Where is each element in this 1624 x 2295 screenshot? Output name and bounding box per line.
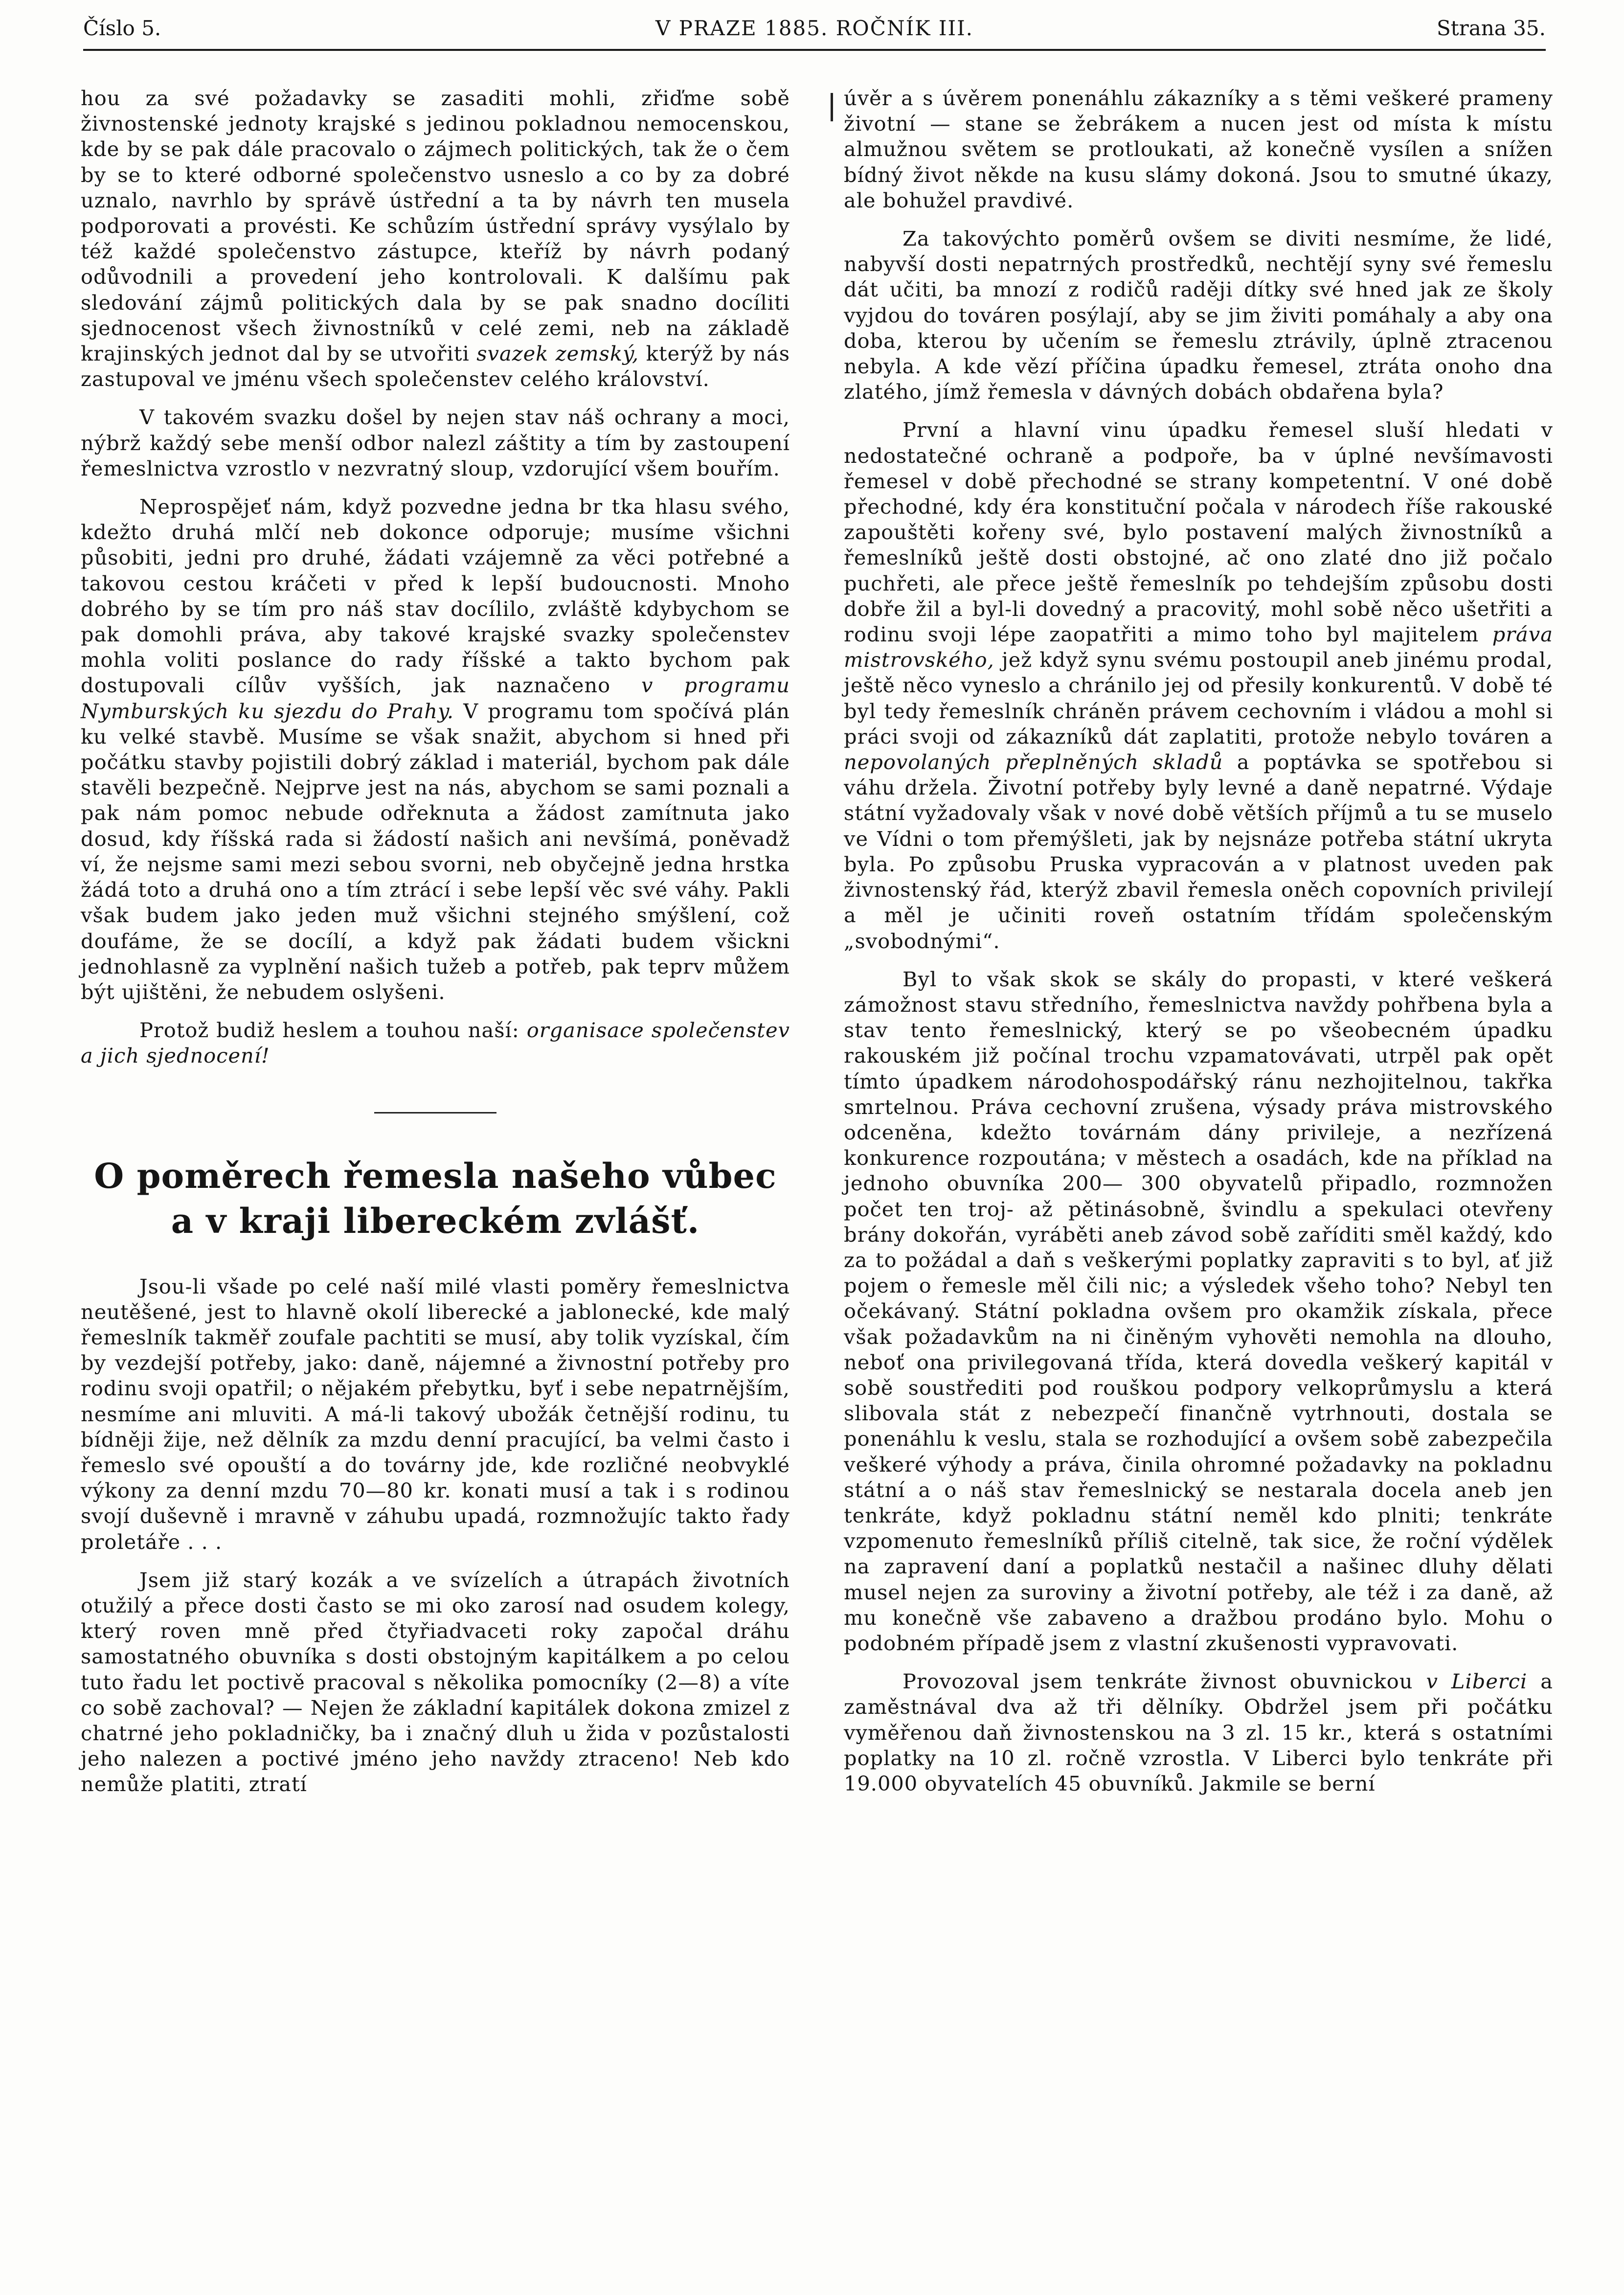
page-header bbox=[83, 14, 1546, 51]
section-rule bbox=[374, 1112, 496, 1113]
paragraph: Provozoval jsem tenkráte živnost obuvnickou v Liberci a zaměstnával dva až tři dělníky. Obdržel jsem při počátku vyměřenou daň živnostenskou na 3 zl. 15 kr., která s ostatními poplatky na 10 zl. ročně vzrostla. V Liberci bylo tenkráte při 19.000 obyvatelích 45 obuvníků. Jakmile se berní bbox=[844, 1669, 1553, 1795]
emphasis: svazek zemský, bbox=[476, 341, 639, 366]
emphasis: v Liberci bbox=[1426, 1669, 1528, 1694]
page-number: Strana 35. bbox=[1436, 16, 1546, 40]
paragraph: Neprospějeť nám, když pozvedne jedna br tka hlasu svého, kdežto druhá mlčí neb dokonce odporuje; musíme všichni působiti, jedni pro druhé, žádati vzájemně za věci potřebné a takovou cestou kráčeti v před k lepší budoucnosti. Mnoho dobrého by se tím pro náš stav docílilo, zvláště kdybychom se pak domohli práva, aby takové krajské svazky společenstev mohla voliti poslance do rady říšské a takto bychom pak dostupovali cílův vyšších, jak naznačeno v programu Nymburských ku sjezdu do Prahy. V programu tom spočívá plán ku velké stavbě. Musíme se však snažit, abychom si hned při počátku stavby pojistili dobrý základ i materiál, bychom pak dále stavěli bezpečně. Nejprve jest na nás, abychom se sami poznali a pak nám pomoc nebude odřeknuta a žádost zamítnuta jako dosud, kdy říšská rada si žádostí našich ani nevšímá, poněvadž ví, že nejsme sami mezi sebou svorni, neb obyčejně jedna hrstka žádá toto a druhá ono a tím ztrácí i sebe lepší věc své váhy. Pakli však budem jako jeden muž všichni stejného smýšlení, což doufáme, že se docílí, a když pak žádati budem všickni jednohlasně za vyplnění našich tužeb a potřeb, pak teprv můžem být ujištěni, že nebudem oslyšeni. bbox=[81, 495, 790, 1004]
article-title: O poměrech řemesla našeho vůbec a v kraji libereckém zvlášť. bbox=[94, 1155, 777, 1241]
left-column bbox=[81, 86, 790, 1797]
paragraph: Byl to však skok se skály do propasti, v které veškerá zámožnost stavu středního, řemeslnictva navždy pohřbena byla a stav tento řemeslnický, který se po všeobecném úpadku rakouském již počínal trochu vzpamatovávati, utrpěl pak opět tímto úpadkem národohospodářský ránu nezhojitelnou, takřka smrtelnou. Práva cechovní zrušena, výsady práva mistrovského odceněna, kdežto továrnám dány privileje, a nezřízená konkurence rozpoutána; v městech a osadách, kde na příklad na jednoho obuvníka 200— 300 obyvatelů připadlo, rozmnožen počet ten troj- až pětinásobně, švindlu a spekulaci otevřeny brány dokořán, vyráběti aneb závod sobě zaříditi směl každý, kdo za to požádal a daň s veškerými poplatky zapraviti s to byl, ať již pojem o řemesle měl čili nic; a výsledek všeho toho? Nebyl ten očekávaný. Státní pokladna ovšem pro okamžik získala, přece však požadavkům na ni činěným vyhověti nemohla na dlouho, neboť ona privilegovaná třída, která dovedla veškerý kapitál v sobě soustřediti pod rouškou podpory velkoprůmyslu a která slibovala stát z nebezpečí finančně vytrhnouti, dostala se ponenáhlu k veslu, stala se rozhodující a ovšem sobě zabezpečila veškeré výhody a práva, činila ohromné požadavky na pokladnu státní a o náš stav řemeslnický se nestarala docela aneb jen tenkráte, když pokladnu státní neměl kdo plniti; tenkráte vzpomenuto řemeslníků příliš citelně, tak sice, že roční výdělek na zapravení daní a poplatků nestačil a našinec dluhy dělati musel nejen za suroviny a životní potřeby, ale též i za daně, až mu konečně vše zabaveno a dražbou prodáno bylo. Mohu o podobném případě jsem z vlastní zkušenosti vypravovati. bbox=[844, 967, 1553, 1655]
paragraph: V takovém svazku došel by nejen stav náš ochrany a moci, nýbrž každý sebe menší odbor nalezl záštity a tím by zastoupení řemeslnictva vzrostlo v nezvratný sloup, vzdorující všem bouřím. bbox=[81, 405, 790, 480]
paragraph: Jsou-li všade po celé naší milé vlasti poměry řemeslnictva neutěšené, jest to hlavně okolí liberecké a jablonecké, kde malý řemeslník takměř zoufale pachtiti se musí, aby tolik vyzískal, čím by vezdejší potřeby, jako: daně, nájemné a živnostní potřeby pro rodinu svoji opatřil; o nějakém přebytku, byť i sebe nepatrnějším, nesmíme ani mluviti. A má-li takový ubožák četnější rodinu, tu bídněji žije, než dělník za mzdu denní pracující, ba velmi často i řemeslo své opouští a do továrny jde, kde rozličné neobvyklé výkony za denní mzdu 70—80 kr. konati musí a tak i s rodinou svojí duševně i mravně v záhubu upadá, rozmnožujíc takto řady proletáře . . . bbox=[81, 1274, 790, 1554]
emphasis: organisace společenstev a jich sjednocení! bbox=[81, 1018, 790, 1068]
emphasis: nepovolaných přeplněných skladů bbox=[844, 750, 1223, 774]
place-year-volume: V PRAZE 1885. ROČNÍK III. bbox=[655, 16, 974, 40]
paragraph: hou za své požadavky se zasaditi mohli, zřiďme sobě živnostenské jednoty krajské s jedinou pokladnou nemocenskou, kde by se pak dále pracovalo o zájmech politických, tak že o čem by se to které odborné společenstvo usneslo a co by za dobré uznalo, navrhlo by správě ústřední a ta by návrh ten musela podporovati a provésti. Ke schůzím ústřední správy vysýlalo by též každé společenstvo zástupce, kteříž by návrh podaný odůvodnili a provedení jeho kontrolovali. K dalšímu pak sledování zájmů politických dala by se pak snadno docíliti sjednocenost všech živnostníků v celé zemi, neb na základě krajinských jednot dal by se utvořiti svazek zemský, kterýž by nás zastupoval ve jménu všech společenstev celého království. bbox=[81, 86, 790, 391]
paragraph: Za takovýchto poměrů ovšem se diviti nesmíme, že lidé, nabyvší dosti nepatrných prostředků, nechtějí syny své řemeslu dát učiti, ba mnozí z rodičů raději dítky své hned jak ze školy vyjdou do továren posýlají, aby se jim živiti pomáhaly a aby ona doba, kterou by učením se řemeslu ztrávily, úplně ztracenou nebyla. A kde vězí příčina úpadku řemesel, ztráta onoho dna zlatého, jímž řemesla v dávných dobách obdařena byla? bbox=[844, 227, 1553, 404]
paragraph: úvěr a s úvěrem ponenáhlu zákazníky a s těmi veškeré prameny životní — stane se žebrákem a nucen jest od místa k místu almužnou světem se protloukati, až konečně vysílen a snížen bídný život někde na kusu slámy dokoná. Jsou to smutné úkazy, ale bohužel pravdivé. bbox=[844, 86, 1553, 212]
paragraph: Jsem již starý kozák a ve svízelích a útrapách životních otužilý a přece dosti často se mi oko zarosí nad osudem kolegy, který roven mně před čtyřiadvaceti roky započal dráhu samostatného obuvníka s dosti obstojným kapitálkem a po celou tuto řadu let poctivě pracoval s několika pomocníky (2—8) a víte co sobě zachoval? — Nejen že základní kapitálek dokona zmizel z chatrné jeho pokladničky, ba i značný dluh u žida v pozůstalosti jeho nalezen a poctivé jméno jeho navždy ztraceno! Neb kdo nemůže platiti, ztratí bbox=[81, 1568, 790, 1796]
column-divider bbox=[831, 93, 833, 121]
right-column bbox=[844, 86, 1553, 1796]
emphasis: v programu Nymburských ku sjezdu do Prahy. bbox=[81, 673, 790, 723]
paragraph: První a hlavní vinu úpadku řemesel sluší hledati v nedostatečné ochraně a podpoře, ba v úplné nevšímavosti řemesel v době přechodné se strany kompetentní. V oné době přechodné, kdy éra konstituční počala v národech říše rakouské zapouštěti kořeny své, bylo postavení malých živnostníků a řemeslníků ještě dosti obstojné, ač ono zlaté dno již počalo puchřeti, ale přece ještě řemeslník po tehdejším způsobu dosti dobře žil a byl-li dovedný a pracovitý, mohl sobě něco ušetřiti a rodinu svoji lépe zaopatřiti a mimo toho byl majitelem práva mistrovského, jež když synu svému postoupil aneb jinému prodal, ještě něco vyneslo a chránilo jej od přesily konkurentů. V době té byl tedy řemeslník chráněn právem cechovním i vládou a mohl si práci svoji od zákazníků dát zaplatiti, protože nebylo továren a nepovolaných přeplněných skladů a poptávka se spotřebou si váhu držela. Životní potřeby byly levné a daně nepatrné. Výdaje státní vyžadovaly však v nové době větších příjmů a tu se muselo ve Vídni o tom přemýšleti, jak by nejsnáze potřeba státní ukryta byla. Po způsobu Pruska vypracován a v platnost uveden pak živnostenský řád, kterýž zbavil řemesla oněch copovních privilejí a měl je učiniti roveň ostatním třídám společenským „svobodnými“. bbox=[844, 418, 1553, 953]
emphasis: práva mistrovského, bbox=[844, 622, 1553, 672]
issue-number: Číslo 5. bbox=[83, 16, 161, 40]
paragraph: Protož budiž heslem a touhou naší: organisace společenstev a jich sjednocení! bbox=[81, 1018, 790, 1068]
